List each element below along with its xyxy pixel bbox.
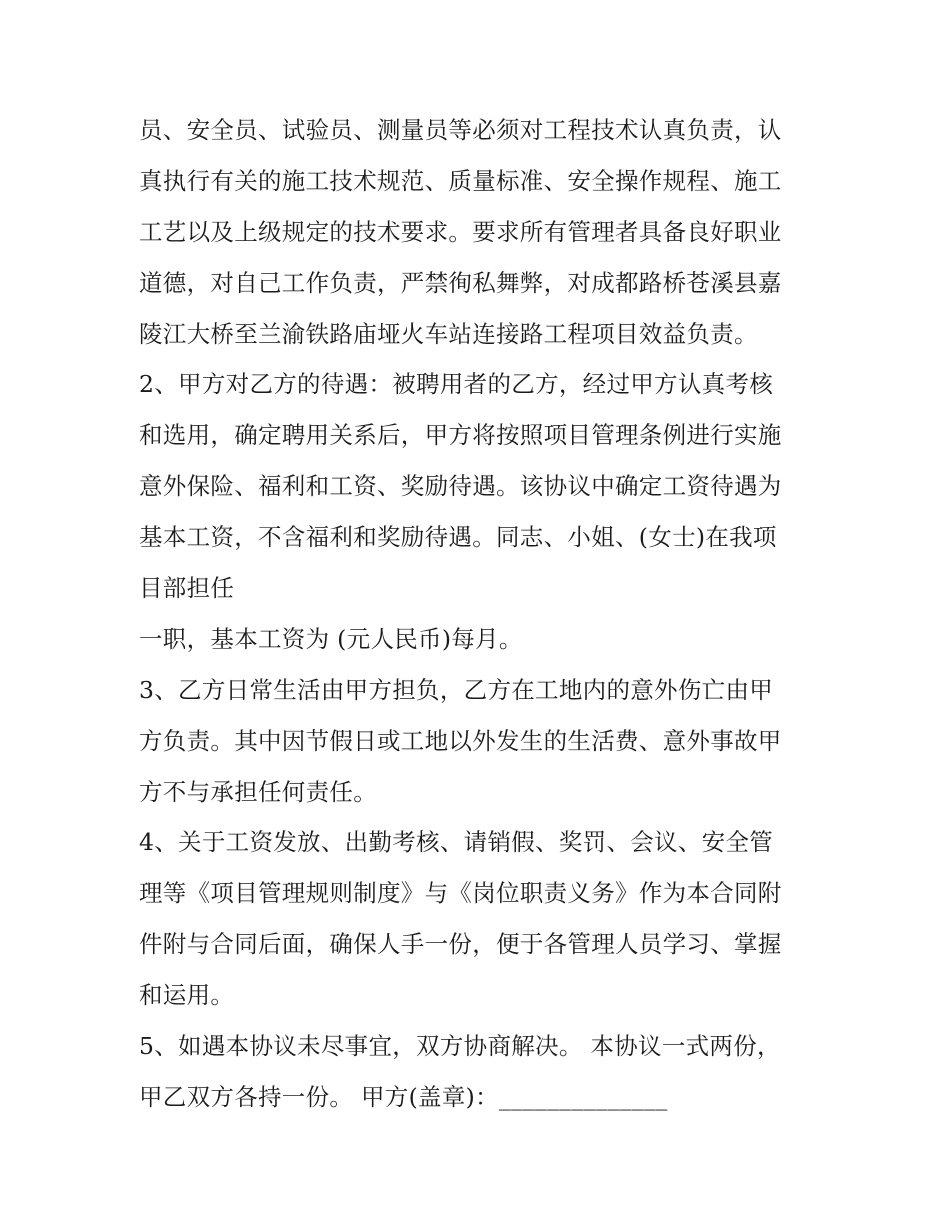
- text-line: 陵江大桥至兰渝铁路庙垭火车站连接路工程项目效益负责。: [139, 319, 758, 348]
- text-line: 真执行有关的施工技术规范、质量标准、安全操作规程、施工: [139, 166, 782, 195]
- clause-5-line: 5、如遇本协议未尽事宜，双方协商解决。 本协议一式两份，: [139, 1032, 781, 1061]
- document-body: [139, 105, 819, 1123]
- text-line: 工艺以及上级规定的技术要求。要求所有管理者具备良好职业: [139, 217, 782, 246]
- text-line: 理等《项目管理规则制度》与《岗位职责义务》作为本合同附: [139, 879, 782, 908]
- text-line: 意外保险、福利和工资、奖励待遇。该协议中确定工资待遇为: [139, 472, 782, 501]
- text-line: 道德，对自己工作负责，严禁徇私舞弊，对成都路桥苍溪县嘉: [139, 268, 782, 297]
- text-line: 员、安全员、试验员、测量员等必须对工程技术认真负责，认: [139, 116, 782, 144]
- text-line: 基本工资，不含福利和奖励待遇。同志、小姐、(女士)在我项: [139, 523, 777, 552]
- text-line: 方不与承担任何责任。: [139, 777, 377, 806]
- clause-3-line: 3、乙方日常生活由甲方担负，乙方在工地内的意外伤亡由甲: [139, 675, 774, 704]
- text-line: 和运用。: [139, 981, 235, 1010]
- clause-4-line: 4、关于工资发放、出勤考核、请销假、奖罚、会议、安全管: [139, 828, 774, 857]
- signature-line: 甲乙双方各持一份。 甲方(盖章)：______________: [139, 1082, 668, 1111]
- text-line: 一职，基本工资为 (元人民币)每月。: [139, 624, 523, 653]
- clause-2-line: 2、甲方对乙方的待遇：被聘用者的乙方，经过甲方认真考核: [139, 370, 774, 399]
- text-line: 件附与合同后面，确保人手一份，便于各管理人员学习、掌握: [139, 930, 782, 959]
- text-line: 目部担任: [139, 574, 235, 603]
- text-line: 和选用，确定聘用关系后，甲方将按照项目管理条例进行实施: [139, 421, 782, 450]
- text-line: 方负责。其中因节假日或工地以外发生的生活费、意外事故甲: [139, 726, 782, 755]
